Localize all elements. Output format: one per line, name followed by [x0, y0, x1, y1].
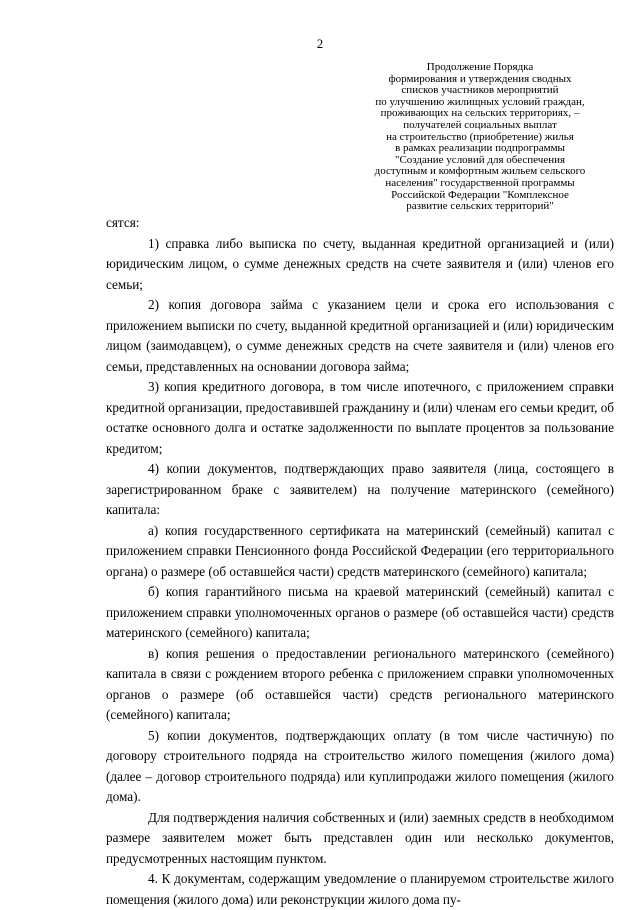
paragraph: сятся:	[106, 215, 140, 230]
header-line: проживающих на сельских территориях, –	[380, 107, 580, 120]
paragraph: 1) справка либо выписка по счету, выданная кредитной организацией и (или) юридическим лицом, о сумме денежных средств на счете заявителя и (или) членов его семьи;	[106, 235, 614, 292]
page-number: 2	[316, 36, 324, 51]
paragraph: 4. К документам, содержащим уведомление о планируемом строительстве жилого помещения (жилого дома) или реконструкции жилого дома пу-	[106, 871, 614, 907]
paragraph: б) копия гарантийного письма на краевой материнский (семейный) капитал с приложением справки уполномоченных органов о размере (об оставшейся части) средств материнского (семейного) капитала;	[106, 584, 614, 640]
header-line: доступным и комфортным жильем сельского	[374, 165, 586, 178]
paragraph: Для подтверждения наличия собственных и (или) заемных средств в необходимом размере заявителем может быть представлен один или несколько документов, предусмотренных настоящим пунктом.	[106, 809, 614, 866]
header-line: населения" государственной программы	[385, 176, 575, 189]
paragraph: 2) копия договора займа с указанием цели и срока его использования с приложением выписки по счету, выданной кредитной организацией и (или) юридическим лицом (заимодавцем), о сумме денежных средств на счете заявителя и (или) членов его семьи, представленных на основании договора займа;	[106, 297, 614, 374]
paragraph: 5) копии документов, подтверждающих оплату (в том числе частичную) по договору строительного подряда на строительство жилого помещения (жилого дома) (далее – договор строительного подряда) или куплипродажи жилого помещения (жилого дома).	[106, 727, 614, 804]
header-line: "Создание условий для обеспечения	[394, 153, 566, 166]
paragraph: 3) копия кредитного договора, в том числе ипотечного, с приложением справки кредитной организации, предоставившей гражданину и (или) членам его семьи кредит, об остатке основного долга и остатке задолженности по выплате процентов за пользование кредитом;	[106, 379, 614, 456]
header-line: получателей социальных выплат	[403, 118, 557, 131]
paragraph: в) копия решения о предоставлении регионального материнского (семейного) капитала в связи с рождением второго ребенка с приложением справки уполномоченных органов о размере (об оставшейся части) средств регионального материнского (семейного) капитала;	[106, 645, 614, 722]
header-line: Продолжение Порядка	[426, 61, 534, 73]
header-line: в рамках реализации подпрограммы	[395, 142, 565, 155]
paragraph: 4) копии документов, подтверждающих право заявителя (лица, состоящего в зарегистрированном браке с заявителем) на получение материнского (семейного) капитала:	[106, 461, 614, 517]
header-line: по улучшению жилищных условий граждан,	[375, 95, 585, 108]
header-line: списков участников мероприятий	[401, 84, 559, 97]
document-header	[352, 62, 608, 213]
header-line: формирования и утверждения сводных	[388, 72, 572, 85]
paragraph: а) копия государственного сертификата на материнский (семейный) капитал с приложением справки Пенсионного фонда Российской Федерации (его территориального органа) о размере (об оставшейся части) средств материнского (семейного) капитала;	[106, 522, 614, 579]
header-line: развитие сельских территорий"	[406, 200, 554, 213]
document-body	[106, 213, 614, 910]
header-line: Российской Федерации "Комплексное	[391, 188, 569, 201]
header-line: на строительство (приобретение) жилья	[386, 130, 574, 143]
